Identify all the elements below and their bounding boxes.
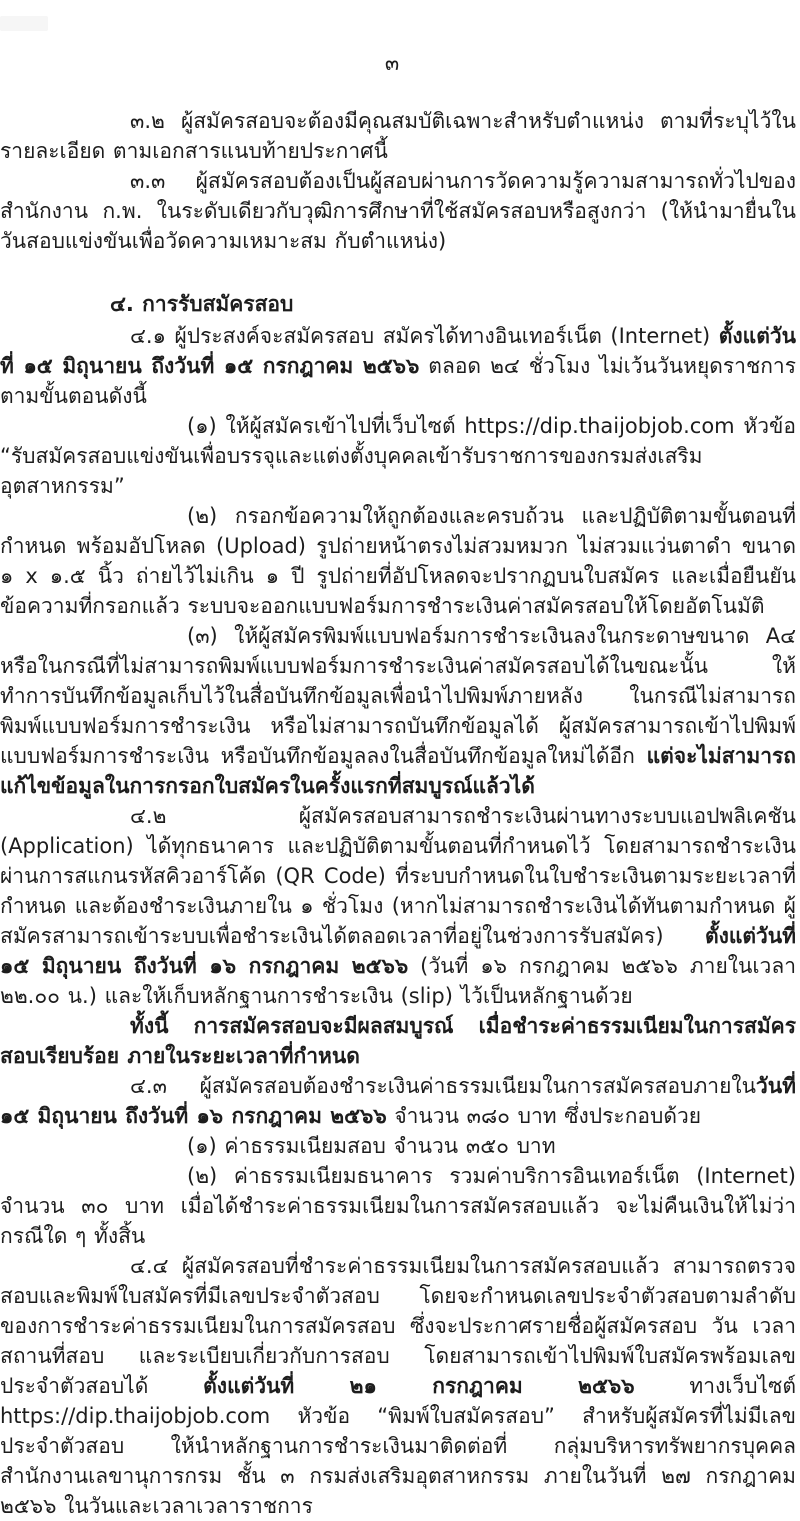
item-4-1-1 [0, 411, 796, 501]
text-run: ๔.๔ ผู้สมัครสอบที่ชำระค่าธรรมเนียมในการสมัครสอบแล้ว สามารถตรวจสอบและพิมพ์ใบสมัครที่มีเลขประจำตัวสอบ โดยจะกำหนดเลขประจำตัวสอบตามลำดับของการชำระค่าธรรมเนียมในการสมัครสอบ ซึ่งจะประกาศรายชื่อผู้สมัครสอบ วัน เวลา สถานที่สอบ และระเบียบเกี่ยวกับการสอบ โดยสามารถเข้าไปพิมพ์ใบสมัครพร้อมเลขประจำตัวสอบได้ [0, 1254, 796, 1398]
text-run: ๔.๓ ผู้สมัครสอบต้องชำระเงินค่าธรรมเนียมในการสมัครสอบภายใน [130, 1074, 756, 1098]
text-run: (วันที่ ๑๖ กรกฎาคม ๒๕๖๖ ภายในเวลา ๒๒.๐๐ น.) และให้เก็บหลักฐานการชำระเงิน (slip) ไว้เป็นหลักฐานด้วย [0, 954, 796, 1008]
para-4-4 [0, 1251, 796, 1521]
bold-text-run: ๔. การรับสมัครสอบ [110, 292, 294, 316]
para-4-2 [0, 801, 796, 1011]
text-run: ทางเว็บไซต์ https://dip.thaijobjob.com หัวข้อ “พิมพ์ใบสมัครสอบ” สำหรับผู้สมัครที่ไม่มีเลขประจำตัวสอบ ให้นำหลักฐานการชำระเงินมาติดต่อที่ กลุ่มบริหารทรัพยากรบุคคล สำนักงานเลขานุการกรม ชั้น ๓ กรมส่งเสริมอุตสาหกรรม ภายในวันที่ ๒๗ กรกฎาคม ๒๕๖๖ ในวันและเวลาเวลาราชการ [0, 1374, 796, 1518]
text-run: ๔.๒ ผู้สมัครสอบสามารถชำระเงินผ่านทางระบบแอปพลิเคชัน (Application) ได้ทุกธนาคาร และปฏิบัติตามขั้นตอนที่กำหนดไว้ โดยสามารถชำระเงินผ่านการสแกนรหัสคิวอาร์โค้ด (QR Code) ที่ระบบกำหนดในใบชำระเงินตามระยะเวลาที่กำหนด และต้องชำระเงินภายใน ๑ ชั่วโมง (หากไม่สามารถชำระเงินได้ทันตามกำหนด ผู้สมัครสามารถเข้าระบบเพื่อชำระเงินได้ตลอดเวลาที่อยู่ในช่วงการรับสมัคร) [0, 804, 796, 948]
text-run: จำนวน ๓๘๐ บาท ซึ่งประกอบด้วย [386, 1104, 702, 1128]
item-4-1-3 [0, 621, 796, 801]
text-run: ๓.๓ ผู้สมัครสอบต้องเป็นผู้สอบผ่านการวัดความรู้ความสามารถทั่วไปของสำนักงาน ก.พ. ในระดับเดียวกับวุฒิการศึกษาที่ใช้สมัครสอบหรือสูงกว่า (ให้นำมายื่นในวันสอบแข่งขันเพื่อวัดความเหมาะสม กับตำแหน่ง) [0, 169, 796, 253]
scan-smudge-artifact [0, 16, 48, 31]
bold-text-run: แต่จะไม่สามารถแก้ไขข้อมูลในการกรอกใบสมัครในครั้งแรกที่สมบูรณ์แล้วได้ [0, 744, 796, 798]
document-body [0, 106, 796, 1521]
bold-text-run: ทั้งนี้ การสมัครสอบจะมีผลสมบูรณ์ เมื่อชำระค่าธรรมเนียมในการสมัครสอบเรียบร้อย ภายในระยะเวลาที่กำหนด [0, 1014, 796, 1068]
bold-text-run: ตั้งแต่วันที่ ๑๕ มิถุนายน ถึงวันที่ ๑๖ กรกฎาคม ๒๕๖๖ [0, 924, 796, 978]
para-4-1 [0, 321, 796, 411]
item-4-3-1 [0, 1131, 796, 1161]
text-run: (๑) ค่าธรรมเนียมสอบ จำนวน ๓๕๐ บาท [187, 1134, 556, 1158]
bold-text-run: ตั้งแต่วันที่ ๒๑ กรกฎาคม ๒๕๖๖ [203, 1374, 635, 1398]
bold-text-run: ตั้งแต่วันที่ ๑๕ มิถุนายน ถึงวันที่ ๑๕ กรกฎาคม ๒๕๖๖ [0, 324, 796, 378]
item-4-3-2 [0, 1161, 796, 1251]
para-note-complete [0, 1011, 796, 1071]
heading-4 [0, 289, 796, 319]
page-number: ๓ [384, 51, 400, 75]
text-run: ๔.๑ ผู้ประสงค์จะสมัครสอบ สมัครได้ทางอินเทอร์เน็ต (Internet) [130, 324, 719, 348]
text-run: (๒) กรอกข้อความให้ถูกต้องและครบถ้วน และปฏิบัติตามขั้นตอนที่กำหนด พร้อมอัปโหลด (Upload) รูปถ่ายหน้าตรงไม่สวมหมวก ไม่สวมแว่นตาดำ ขนาด ๑ x ๑.๕ นิ้ว ถ่ายไว้ไม่เกิน ๑ ปี รูปถ่ายที่อัปโหลดจะปรากฏบนใบสมัคร และเมื่อยืนยันข้อความที่กรอกแล้ว ระบบจะออกแบบฟอร์มการชำระเงินค่าสมัครสอบให้โดยอัตโนมัติ [0, 504, 796, 618]
para-3-3 [0, 166, 796, 256]
text-run: ๓.๒ ผู้สมัครสอบจะต้องมีคุณสมบัติเฉพาะสำหรับตำแหน่ง ตามที่ระบุไว้ในรายละเอียด ตามเอกสารแนบท้ายประกาศนี้ [0, 109, 796, 163]
text-run: (๒) ค่าธรรมเนียมธนาคาร รวมค่าบริการอินเทอร์เน็ต (Internet) จำนวน ๓๐ บาท เมื่อได้ชำระค่าธรรมเนียมในการสมัครสอบแล้ว จะไม่คืนเงินให้ไม่ว่ากรณีใด ๆ ทั้งสิ้น [0, 1164, 796, 1248]
text-run: (๑) ให้ผู้สมัครเข้าไปที่เว็บไซต์ https://dip.thaijobjob.com หัวข้อ “รับสมัครสอบแข่งขันเพื่อบรรจุและแต่งตั้งบุคคลเข้ารับราชการของกรมส่งเสริมอุตสาหกรรม” [0, 414, 796, 498]
text-run: ตลอด ๒๔ ชั่วโมง ไม่เว้นวันหยุดราชการ ตามขั้นตอนดังนี้ [0, 354, 796, 408]
item-4-1-2 [0, 501, 796, 621]
text-run: (๓) ให้ผู้สมัครพิมพ์แบบฟอร์มการชำระเงินลงในกระดาษขนาด A๔ หรือในกรณีที่ไม่สามารถพิมพ์แบบฟอร์มการชำระเงินค่าสมัครสอบได้ในขณะนั้น ให้ทำการบันทึกข้อมูลเก็บไว้ในสื่อบันทึกข้อมูลเพื่อนำไปพิมพ์ภายหลัง ในกรณีไม่สามารถพิมพ์แบบฟอร์มการชำระเงิน หรือไม่สามารถบันทึกข้อมูลได้ ผู้สมัครสามารถเข้าไปพิมพ์แบบฟอร์มการชำระเงิน หรือบันทึกข้อมูลลงในสื่อบันทึกข้อมูลใหม่ได้อีก [0, 624, 796, 768]
para-3-2 [0, 106, 796, 166]
bold-text-run: วันที่ ๑๕ มิถุนายน ถึงวันที่ ๑๖ กรกฎาคม ๒๕๖๖ [0, 1074, 796, 1128]
para-4-3 [0, 1071, 796, 1131]
